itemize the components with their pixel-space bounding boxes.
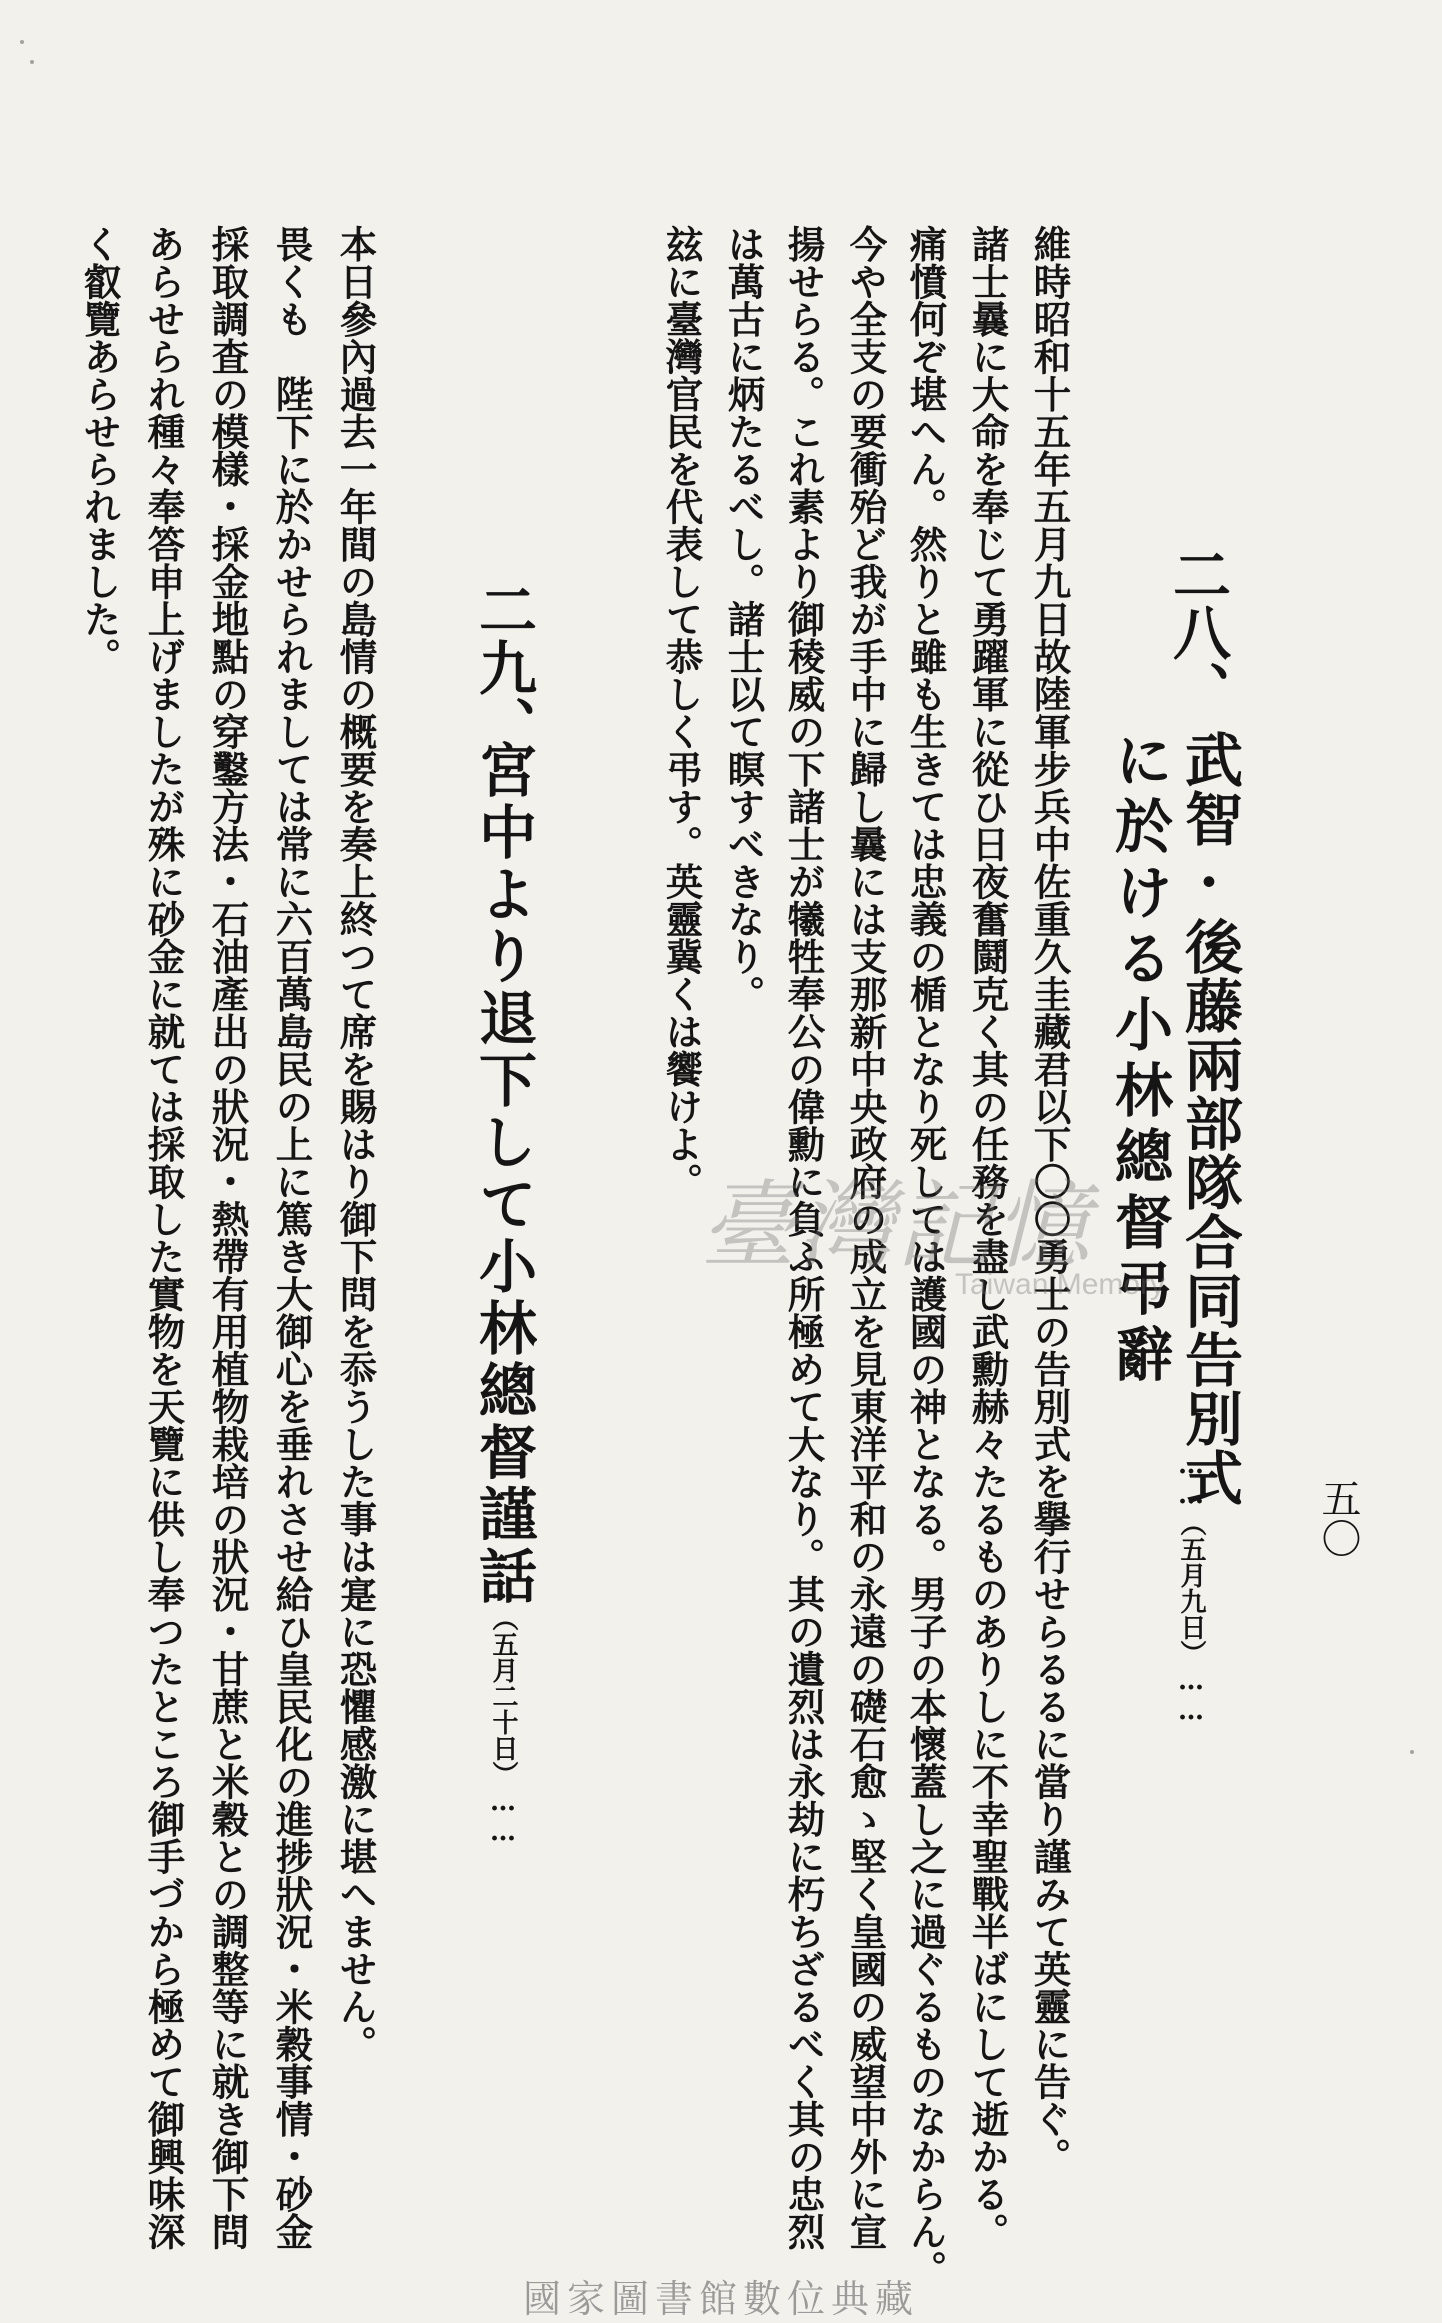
section29-line-5: く叡覽あらせられました。 — [77, 225, 122, 675]
section28-line-3: 痛憤何ぞ堪へん。然りと雖も生きては忠義の楯となり死しては護國の神となる。男子の本懷蓋し之に過ぐるものなからん。 — [903, 225, 948, 2288]
section29-date: ……（五月二十日）…… — [488, 1545, 518, 1847]
section28-number: 二八、 — [1163, 545, 1231, 719]
section29-line-2: 畏くも 陛下に於かせられましては常に六百萬島民の上に篤き大御心を垂れさせ給ひ皇民化の進捗狀況・米穀事情・砂金 — [269, 225, 314, 2250]
section28-line-7: 玆に臺灣官民を代表して恭しく弔す。英靈冀くは饗けよ。 — [659, 225, 704, 1200]
section29-line-3: 採取調査の模樣・採金地點の穿鑿方法・石油產出の狀況・熱帶有用植物栽培の狀況・甘蔗と米穀との調整等に就き御下問 — [205, 225, 250, 2250]
taiwan-memory-watermark: 臺灣記憶 Taiwan Memory — [700, 1170, 1166, 1301]
section29-number: 二九、 — [469, 580, 537, 754]
scan-speck — [1410, 1750, 1414, 1754]
archive-footer: 國家圖書館數位典藏 — [522, 2277, 919, 2321]
section28-line-2: 諸士曩に大命を奉じて勇躍軍に從ひ日夜奮鬪克く其の任務を盡し武勳赫々たるものありしに不幸聖戰半ばにして逝かる。 — [965, 225, 1010, 2250]
section28-line-5: 揚せらる。これ素より御稜威の下諸士が犧牲奉公の偉勳に負ふ所極めて大なり。其の遺烈は永劫に朽ちざるべく其の忠烈 — [781, 225, 826, 2250]
section28-line-6: は萬古に炳たるべし。諸士以て瞑すべきなり。 — [721, 225, 766, 1013]
section29-line-1: 本日參內過去一年間の島情の概要を奏上終つて席を賜はり御下問を忝うした事は寔に恐懼感激に堪へません。 — [333, 225, 378, 2063]
section28-title-line1: 武智·後藤兩部隊合同告別式 — [1175, 730, 1243, 1507]
page-number: 五〇 — [1315, 1478, 1361, 1558]
section28-title-line2: に於ける小林總督弔辭 — [1105, 730, 1173, 1390]
section29-line-4: あらせられ種々奉答申上げましたが殊に砂金に就ては採取した實物を天覽に供し奉つたところ御手づから極めて御興味深 — [141, 225, 186, 2250]
section28-date: ……（五月九日）…… — [1176, 1450, 1206, 1726]
scan-speck — [30, 60, 34, 64]
scan-speck — [20, 40, 24, 44]
section28-line-1: 維時昭和十五年五月九日故陸軍步兵中佐重久圭藏君以下〇〇勇士の告別式を擧行せらるるに當り謹みて英靈に告ぐ。 — [1027, 225, 1072, 2175]
section28-line-4: 今や全支の要衝殆ど我が手中に歸し曩には支那新中央政府の成立を見東洋平和の永遠の礎石愈ゝ堅く皇國の威望中外に宣 — [843, 225, 888, 2250]
section29-title: 宮中より退下して小林總督謹話 — [469, 740, 537, 1608]
